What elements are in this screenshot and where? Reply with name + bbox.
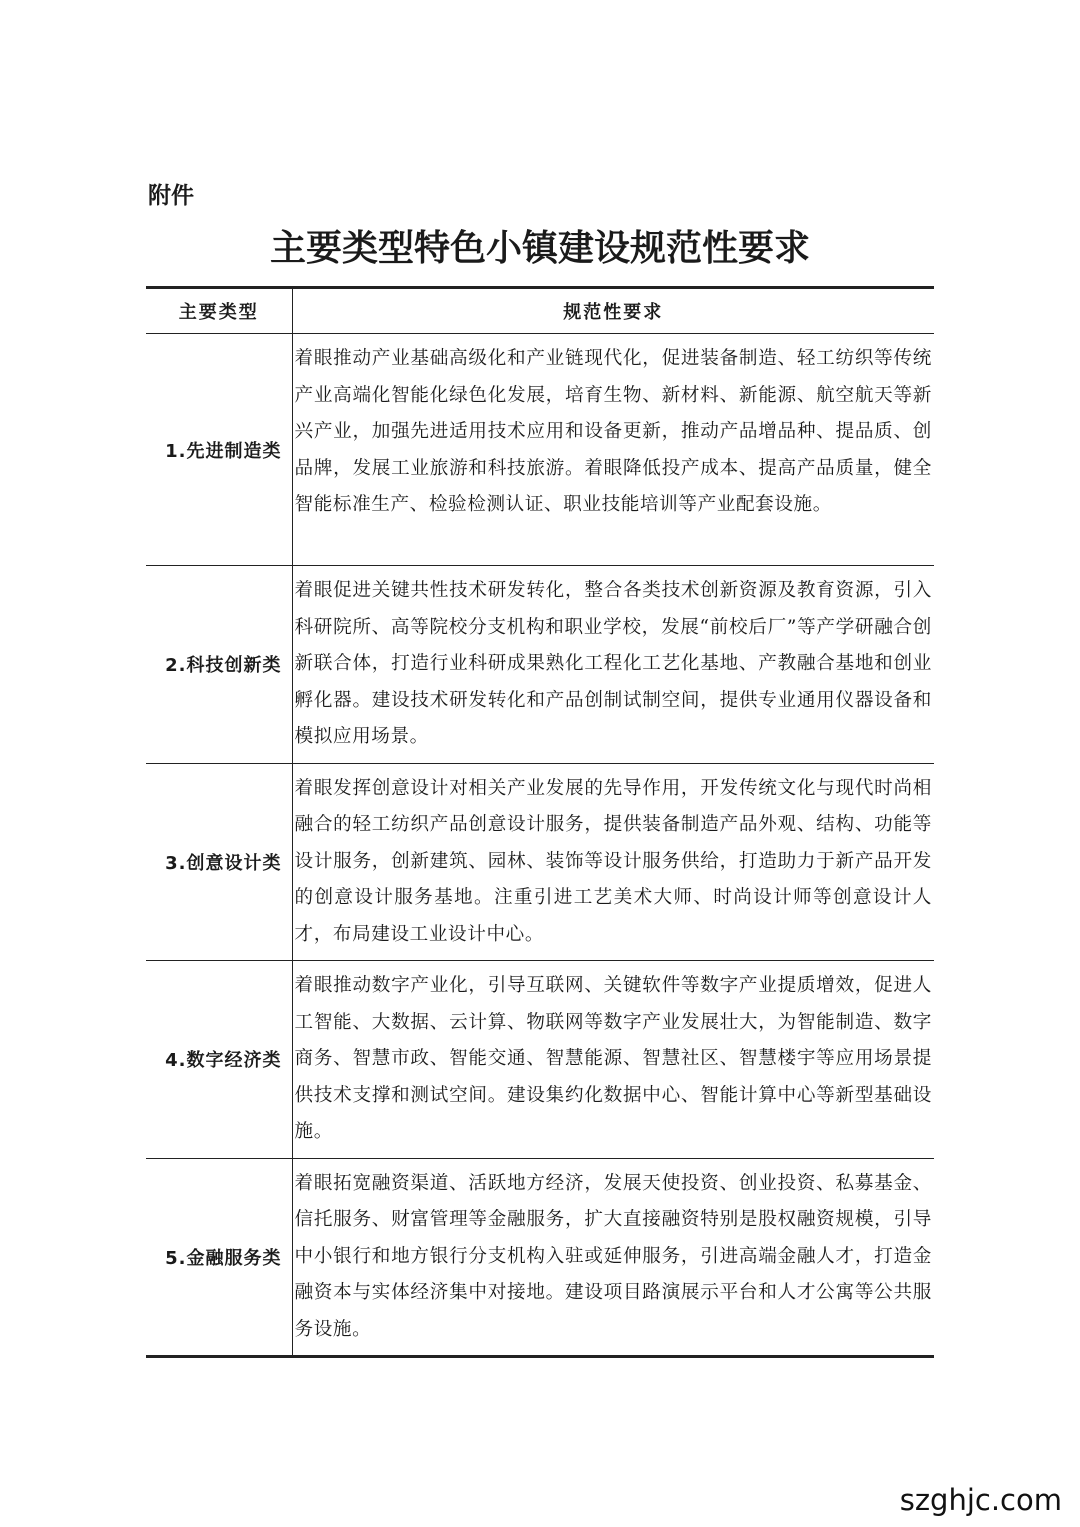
table-row: [146, 763, 934, 961]
document-title: 主要类型特色小镇建设规范性要求: [269, 227, 810, 269]
table-row: [146, 1158, 934, 1357]
requirement-cell: 着眼推动数字产业化，引导互联网、关键软件等数字产业提质增效，促进人工智能、大数据、云计算、物联网等数字产业发展壮大，为智能制造、数字商务、智慧市政、智能交通、智慧能源、智慧社区、智慧楼宇等应用场景提供技术支撑和测试空间。建设集约化数据中心、智能计算中心等新型基础设施。: [292, 961, 934, 1159]
table-row: [146, 334, 934, 566]
source-watermark: szghjc.com: [896, 1483, 1066, 1517]
type-cell: 2.科技创新类: [146, 566, 292, 764]
type-cell: 3.创意设计类: [146, 763, 292, 961]
requirement-cell: 着眼发挥创意设计对相关产业发展的先导作用，开发传统文化与现代时尚相融合的轻工纺织产品创意设计服务，提供装备制造产品外观、结构、功能等设计服务，创新建筑、园林、装饰等设计服务供给，打造助力于新产品开发的创意设计服务基地。注重引进工艺美术大师、时尚设计师等创意设计人才，布局建设工业设计中心。: [292, 763, 934, 961]
table-row: [146, 961, 934, 1159]
column-header-requirements: 规范性要求: [292, 288, 934, 334]
type-cell: 4.数字经济类: [146, 961, 292, 1159]
table-row: [146, 566, 934, 764]
type-cell: 5.金融服务类: [146, 1158, 292, 1357]
attachment-label: 附件: [148, 183, 194, 209]
requirement-cell: 着眼推动产业基础高级化和产业链现代化，促进装备制造、轻工纺织等传统产业高端化智能化绿色化发展，培育生物、新材料、新能源、航空航天等新兴产业，加强先进适用技术应用和设备更新，推动产品增品种、提品质、创品牌，发展工业旅游和科技旅游。着眼降低投产成本、提高产品质量，健全智能标准生产、检验检测认证、职业技能培训等产业配套设施。: [292, 334, 934, 566]
requirement-cell: 着眼拓宽融资渠道、活跃地方经济，发展天使投资、创业投资、私募基金、信托服务、财富管理等金融服务，扩大直接融资特别是股权融资规模，引导中小银行和地方银行分支机构入驻或延伸服务，引进高端金融人才，打造金融资本与实体经济集中对接地。建设项目路演展示平台和人才公寓等公共服务设施。: [294, 1172, 932, 1340]
requirements-table: [146, 286, 934, 1358]
type-cell: 1.先进制造类: [146, 334, 292, 566]
column-header-type: 主要类型: [146, 288, 292, 334]
requirement-cell: 着眼促进关键共性技术研发转化，整合各类技术创新资源及教育资源，引入科研院所、高等院校分支机构和职业学校，发展“前校后厂”等产学研融合创新联合体，打造行业科研成果熟化工程化工艺化基地、产教融合基地和创业孵化器。建设技术研发转化和产品创制试制空间，提供专业通用仪器设备和模拟应用场景。: [292, 566, 934, 764]
table-header-row: [146, 288, 934, 334]
